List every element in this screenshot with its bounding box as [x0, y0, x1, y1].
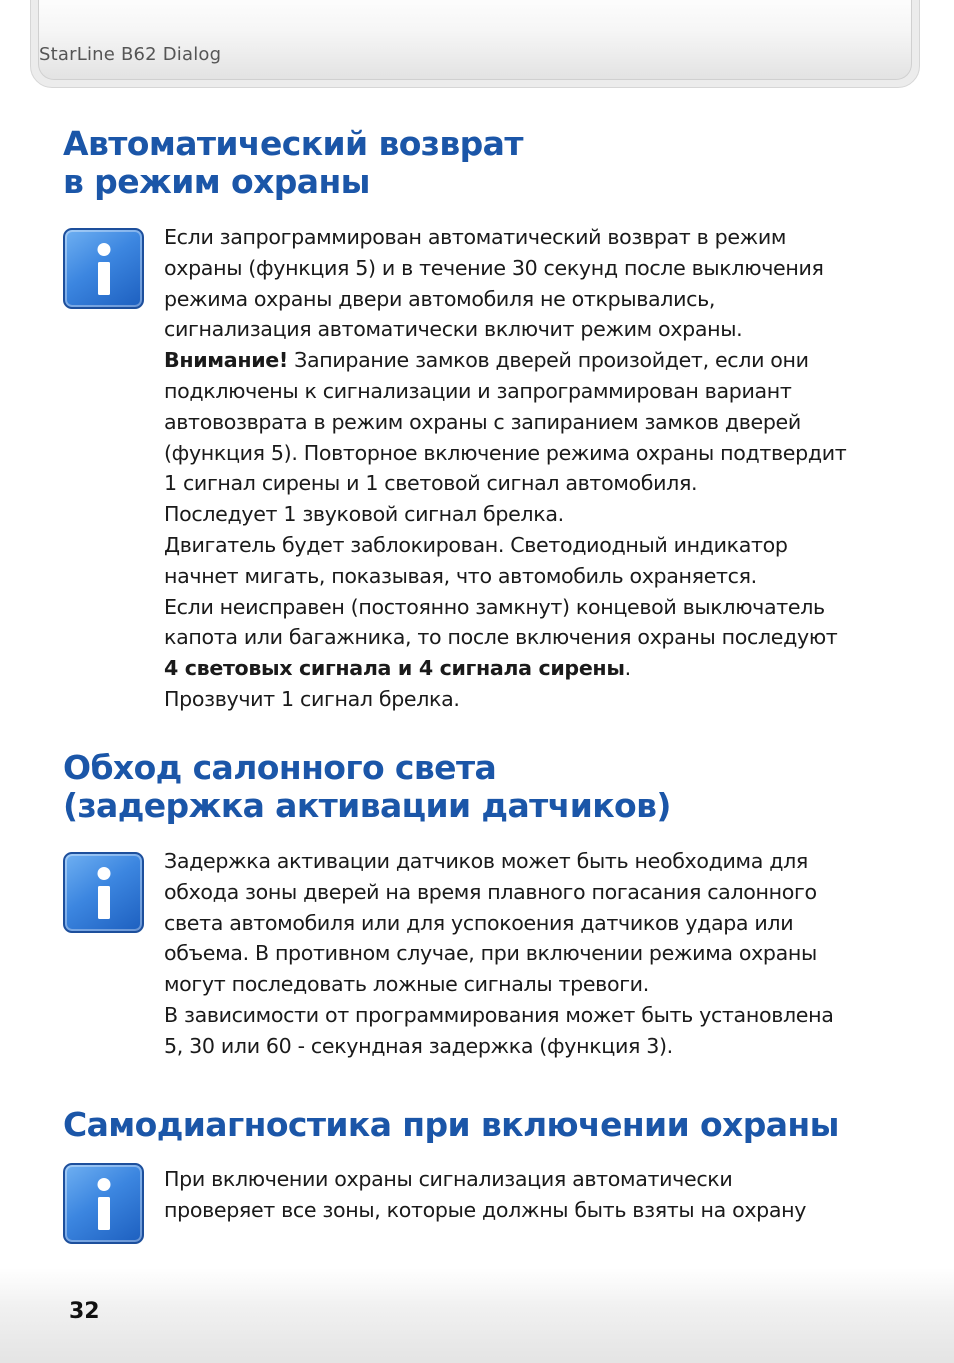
text-line: проверяет все зоны, которые должны быть взяты на охрану [164, 1197, 807, 1222]
section-title-line: Автоматический возврат [63, 124, 523, 163]
text-fragment: Запирание замков дверей произойдет, если они [287, 348, 809, 373]
header-tab-inner [38, 0, 912, 80]
text-line: сигнализация автоматически включит режим охраны. [164, 317, 743, 342]
section-body-auto-rearm [164, 222, 904, 715]
text-line [164, 653, 904, 684]
text-line: подключены к сигнализации и запрограммирован вариант [164, 378, 792, 403]
text-line: режима охраны двери автомобиля не открывались, [164, 286, 716, 311]
info-glyph [65, 854, 142, 931]
section-body-interior-light-bypass [164, 846, 904, 1062]
info-glyph [65, 230, 142, 307]
page-number: 32 [69, 1299, 100, 1324]
info-icon [63, 228, 144, 309]
text-line: (функция 5). Повторное включение режима охраны подтвердит [164, 440, 847, 465]
text-line: Если неисправен (постоянно замкнут) концевой выключатель [164, 594, 825, 619]
text-line: автовозврата в режим охраны с запиранием замков дверей [164, 409, 801, 434]
text-line: объема. В противном случае, при включении режима охраны [164, 941, 817, 966]
text-line: света автомобиля или для успокоения датчиков удара или [164, 910, 794, 935]
section-title-self-diagnostics [63, 1106, 839, 1144]
text-line: обхода зоны дверей на время плавного погасания салонного [164, 879, 817, 904]
text-line: охраны (функция 5) и в течение 30 секунд после выключения [164, 255, 824, 280]
document-title: StarLine B62 Dialog [39, 44, 222, 65]
section-title-line: (задержка активации датчиков) [63, 786, 671, 825]
text-line: 1 сигнал сирены и 1 световой сигнал автомобиля. [164, 471, 698, 496]
text-line: Задержка активации датчиков может быть необходима для [164, 849, 808, 873]
text-line: Последует 1 звуковой сигнал брелка. [164, 502, 564, 527]
info-icon [63, 1163, 144, 1244]
text-line: Двигатель будет заблокирован. Светодиодный индикатор [164, 532, 788, 557]
section-title-line: Самодиагностика при включении охраны [63, 1105, 839, 1144]
info-glyph [65, 1165, 142, 1242]
section-title-line: Обход салонного света [63, 748, 497, 787]
text-line: начнет мигать, показывая, что автомобиль охраняется. [164, 563, 757, 588]
text-fragment: . [624, 656, 631, 681]
text-line: 5, 30 или 60 - секундная задержка (функция 3). [164, 1033, 673, 1058]
section-title-interior-light-bypass [63, 749, 671, 825]
text-line [164, 345, 904, 376]
section-title-auto-rearm [63, 125, 523, 201]
text-line: В зависимости от программирования может быть установлена [164, 1002, 834, 1027]
section-body-self-diagnostics [164, 1164, 904, 1226]
section-title-line: в режим охраны [63, 162, 370, 201]
text-line: капота или багажника, то после включения охраны последуют [164, 625, 838, 650]
text-line: Если запрограммирован автоматический возврат в режим [164, 225, 787, 249]
info-icon [63, 852, 144, 933]
text-line: могут последовать ложные сигналы тревоги. [164, 972, 649, 997]
attention-label: Внимание! [164, 348, 288, 373]
footer-band [0, 1268, 954, 1363]
emphasis-text: 4 световых сигнала и 4 сигнала сирены [164, 656, 625, 681]
text-line: Прозвучит 1 сигнал брелка. [164, 686, 460, 711]
text-line: При включении охраны сигнализация автоматически [164, 1167, 733, 1191]
